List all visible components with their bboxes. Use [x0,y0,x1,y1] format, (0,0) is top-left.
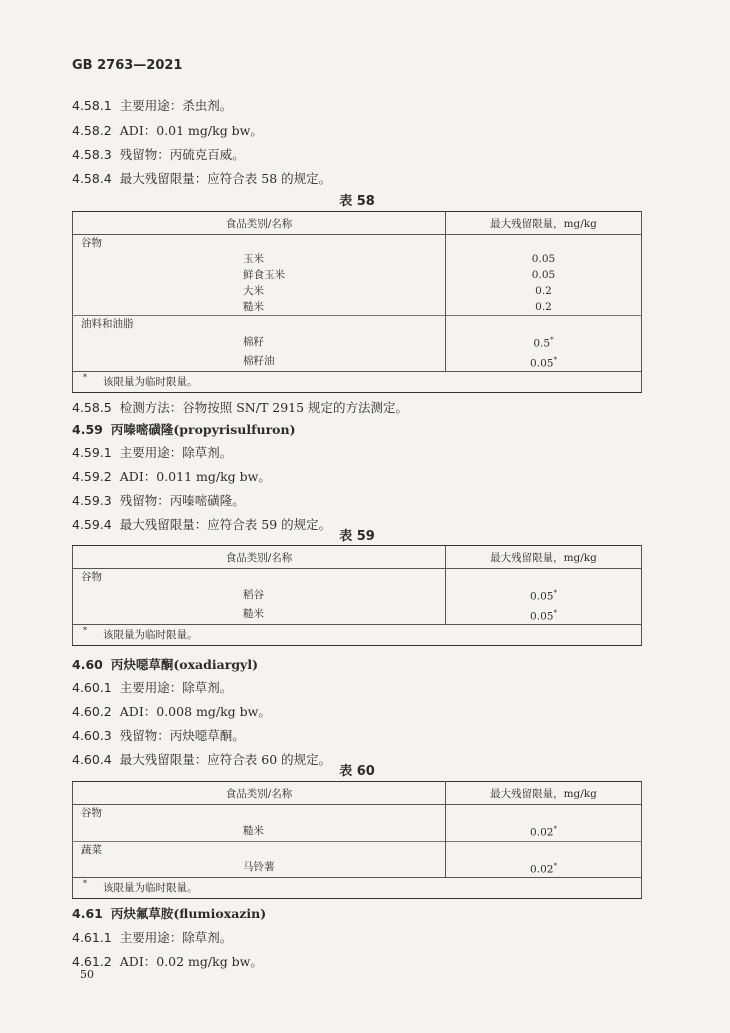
footnote-marker: * [553,825,557,833]
column-header-food: 食品类别/名称 [73,546,446,569]
section-heading: 4.59 丙嗪嘧磺隆(propyrisulfuron) [72,422,296,437]
column-header-food: 食品类别/名称 [73,212,446,235]
food-name: 玉米 [73,251,446,267]
section-heading: 4.60 丙炔噁草酮(oxadiargyl) [72,657,258,672]
mrl-value: 0.02* [530,825,557,839]
clause-line: 4.58.2 ADI：0.01 mg/kg bw。 [72,123,263,138]
table-footnote: 该限量为临时限量。 [103,882,198,894]
mrl-value: 0.05 [531,269,556,281]
footnote-mark: * [83,879,87,888]
table-row [73,841,642,858]
section-heading: 4.61 丙炔氟草胺(flumioxazin) [72,906,267,921]
food-category: 油料和油脂 [73,316,446,333]
footnote-marker: * [553,355,557,364]
food-name: 稻谷 [73,585,446,605]
clause-line: 4.59.4 最大残留限量：应符合表 59 的规定。 [72,517,332,532]
table-caption: 表 60 [339,764,375,779]
clause-line: 4.60.3 残留物：丙炔噁草酮。 [72,728,245,743]
footnote-mark: * [83,626,87,635]
table-row [73,332,642,352]
table-row [73,858,642,878]
footnote-marker: * [553,608,557,617]
food-category: 谷物 [73,569,446,586]
food-name: 棉籽油 [73,352,446,372]
food-name: 糙米 [73,605,446,625]
footnote-marker: * [553,861,557,870]
food-name: 马铃薯 [73,858,446,878]
clause-line: 4.59.2 ADI：0.011 mg/kg bw。 [72,469,271,484]
food-category: 蔬菜 [73,841,446,858]
food-category: 谷物 [73,805,446,822]
food-name: 鲜食玉米 [73,267,446,283]
table-footnote-row [73,878,642,899]
column-header-mrl: 最大残留限量，mg/kg [446,212,642,235]
table-row [73,352,642,372]
table-footnote: 该限量为临时限量。 [103,376,198,388]
clause-line: 4.58.3 残留物：丙硫克百威。 [72,147,245,162]
table-row [73,299,642,316]
table-row [73,585,642,605]
table-header-row [73,546,642,569]
clause-line: 4.60.2 ADI：0.008 mg/kg bw。 [72,704,271,719]
food-name: 大米 [73,283,446,299]
table-row [73,821,642,841]
mrl-value: 0.05* [530,608,557,622]
mrl-table-59 [72,545,642,646]
footnote-mark: * [83,373,87,382]
footnote-marker: * [550,336,554,344]
mrl-value: 0.05* [530,355,557,369]
clause-line: 4.61.1 主要用途：除草剂。 [72,930,233,945]
clause-line: 4.58.5 检测方法：谷物按照 SN/T 2915 规定的方法测定。 [72,400,409,415]
footnote-marker: * [553,589,557,597]
standard-header: GB 2763—2021 [72,58,183,73]
table-caption: 表 58 [339,194,375,209]
table-header-row [73,212,642,235]
mrl-value: 0.5* [533,336,554,350]
page-number: 50 [80,968,94,981]
table-footnote: 该限量为临时限量。 [103,629,198,641]
table-row [73,316,642,333]
food-name: 棉籽 [73,332,446,352]
mrl-value: 0.05* [530,589,557,603]
table-row [73,267,642,283]
table-row [73,605,642,625]
mrl-table-60 [72,781,642,899]
mrl-value: 0.05 [531,253,556,265]
food-name: 糙米 [73,299,446,316]
table-row [73,805,642,822]
clause-line: 4.61.2 ADI：0.02 mg/kg bw。 [72,954,263,969]
table-caption: 表 59 [339,529,375,544]
table-row [73,569,642,586]
table-footnote-row [73,372,642,393]
clause-line: 4.59.1 主要用途：除草剂。 [72,445,233,460]
table-header-row [73,782,642,805]
food-name: 糙米 [73,821,446,841]
table-footnote-row [73,625,642,646]
mrl-value: 0.2 [535,301,552,313]
table-row [73,251,642,267]
column-header-mrl: 最大残留限量，mg/kg [446,546,642,569]
column-header-mrl: 最大残留限量，mg/kg [446,782,642,805]
clause-line: 4.60.4 最大残留限量：应符合表 60 的规定。 [72,752,332,767]
clause-line: 4.58.1 主要用途：杀虫剂。 [72,98,233,113]
mrl-value: 0.2 [535,285,552,297]
clause-line: 4.59.3 残留物：丙嗪嘧磺隆。 [72,493,245,508]
table-row [73,283,642,299]
table-row [73,235,642,252]
column-header-food: 食品类别/名称 [73,782,446,805]
mrl-value: 0.02* [530,861,557,875]
food-category: 谷物 [73,235,446,252]
clause-line: 4.60.1 主要用途：除草剂。 [72,680,233,695]
mrl-table-58 [72,211,642,393]
clause-line: 4.58.4 最大残留限量：应符合表 58 的规定。 [72,171,332,186]
